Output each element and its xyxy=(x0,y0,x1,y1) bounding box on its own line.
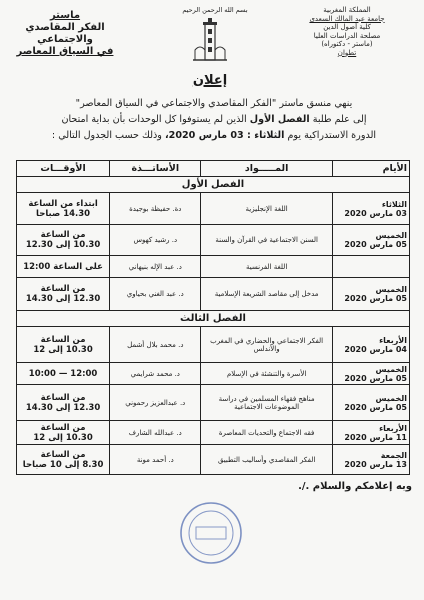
day-cell xyxy=(332,445,409,475)
time-cell xyxy=(17,256,110,278)
professor-cell: د. عبد الإله بنيهاني xyxy=(110,256,201,278)
time-line: من الساعة xyxy=(40,284,86,294)
basmala: بسم الله الرحمن الرحيم xyxy=(182,6,248,14)
subject-cell: مناهج فقهاء المسلمين في دراسة الموضوعات الاجتماعية xyxy=(201,385,332,421)
time-cell xyxy=(17,445,110,475)
day-date: 11 مارس 2020 xyxy=(344,432,407,442)
time-line: من الساعة xyxy=(40,449,86,460)
day-name: الأربعاء xyxy=(379,423,407,433)
time-line: 10.30 إلى 12 xyxy=(33,432,93,443)
institution-line: مصلحة الدراسات العليا xyxy=(313,31,381,40)
time-line: من الساعة xyxy=(40,334,86,345)
intro-paragraph xyxy=(18,96,410,144)
day-cell xyxy=(332,193,409,225)
day-date: 04 مارس 2020 xyxy=(344,344,407,354)
day-cell xyxy=(332,421,409,445)
day-cell xyxy=(332,225,409,256)
time-cell xyxy=(17,225,110,256)
program-line: ماستر xyxy=(49,10,81,21)
day-name: الثلاثاء xyxy=(381,199,407,209)
time-line: 10.30 إلى 12 xyxy=(33,344,93,355)
time-cell xyxy=(17,278,110,311)
table-row xyxy=(17,327,410,363)
time-line: 12.30 إلى 14.30 xyxy=(25,294,101,304)
page-title: إعلان xyxy=(192,73,228,88)
column-header-subject: المـــــواد xyxy=(201,161,332,177)
professor-cell: د. محمد شرايمي xyxy=(110,363,201,385)
mosque-minaret-logo xyxy=(190,16,230,64)
day-date: 13 مارس 2020 xyxy=(344,459,407,469)
table-row xyxy=(17,445,410,475)
table-row xyxy=(17,256,410,278)
time-cell xyxy=(17,421,110,445)
day-name: الأربعاء xyxy=(379,335,407,345)
time-cell xyxy=(17,363,110,385)
professor-cell: د. عبدالعزيز رحموني xyxy=(110,385,201,421)
time-line: من الساعة xyxy=(40,392,86,403)
time-cell xyxy=(17,327,110,363)
day-cell xyxy=(332,327,409,363)
day-name: الخميس xyxy=(375,364,407,374)
table-row xyxy=(17,193,410,225)
subject-cell: السنن الاجتماعية في القرآن والسنة xyxy=(201,225,332,256)
day-cell xyxy=(332,363,409,385)
program-line: الفكر المقاصدي والاجتماعي xyxy=(25,22,105,45)
time-line: 10.30 إلى 12.30 xyxy=(25,240,101,250)
time-line: من الساعة xyxy=(40,422,86,433)
institution-line: جامعة عبد المالك السعدي xyxy=(309,14,385,23)
program-line: في السياق المعاصر xyxy=(16,46,114,57)
day-date: 05 مارس 2020 xyxy=(344,402,407,412)
professor-cell: د. محمد بلال أشمل xyxy=(110,327,201,363)
closing-text: وبه إعلامكم والسلام ./. xyxy=(298,481,412,492)
exam-schedule-table xyxy=(16,160,410,475)
day-cell xyxy=(332,256,409,278)
institution-line: (ماستر - دكتوراه) xyxy=(321,40,373,48)
section-title-row xyxy=(17,177,410,193)
day-date: 05 مارس 2020 xyxy=(344,294,407,303)
program-header xyxy=(10,10,120,58)
professor-cell: د. أحمد مونة xyxy=(110,445,201,475)
subject-cell: الأسرة والتنشئة في الإسلام xyxy=(201,363,332,385)
day-cell xyxy=(332,278,409,311)
intro-line: ينهي منسق ماستر "الفكر المقاصدي والاجتماعي في السياق المعاصر" xyxy=(75,98,353,109)
institution-line: المملكة المغربية xyxy=(323,6,371,14)
column-header-professor: الأساتـــذة xyxy=(110,161,201,177)
day-name: الخميس xyxy=(375,231,407,240)
time-line: على الساعة 12:00 xyxy=(23,261,103,272)
time-line: ابتداء من الساعة xyxy=(28,198,98,209)
institution-header xyxy=(282,6,412,57)
time-cell xyxy=(17,385,110,421)
table-row xyxy=(17,385,410,421)
subject-cell: مدخل إلى مقاصد الشريعة الإسلامية xyxy=(201,278,332,311)
table-header-row xyxy=(17,161,410,177)
institution-line: كلية أصول الدين xyxy=(323,23,371,31)
day-date: 05 مارس 2020 xyxy=(344,240,407,249)
day-cell xyxy=(332,385,409,421)
table-row xyxy=(17,278,410,311)
intro-line: إلى علم طلبة الفصل الأول الذين لم يستوفوا كل الوحدات بأن بداية امتحان xyxy=(61,114,367,125)
professor-cell: دة. حفيظة بوجيدة xyxy=(110,193,201,225)
day-name: الخميس xyxy=(375,285,407,294)
time-line: 14.30 صباحا xyxy=(36,208,91,219)
subject-cell: فقه الاجتماع والتحديات المعاصرة xyxy=(201,421,332,445)
day-name: الجمعة xyxy=(380,450,407,460)
column-header-day: الأيام xyxy=(332,161,409,177)
day-date: 05 مارس 2020 xyxy=(344,373,407,383)
subject-cell: اللغة الإنجليزية xyxy=(201,193,332,225)
subject-cell: الفكر الاجتماعي والحضاري في المغرب والأندلس xyxy=(201,327,332,363)
column-header-time: الأوقـــات xyxy=(17,161,110,177)
professor-cell: د. عبدالله الشارف xyxy=(110,421,201,445)
institution-line: تطوان xyxy=(337,48,357,57)
table-row xyxy=(17,225,410,256)
table-row xyxy=(17,421,410,445)
subject-cell: الفكر المقاصدي وأساليب التطبيق xyxy=(201,445,332,475)
section-title-row xyxy=(17,311,410,327)
day-date: 03 مارس 2020 xyxy=(344,208,407,218)
time-line: 12:00 — 10:00 xyxy=(28,368,98,379)
section-title: الفصل الأول xyxy=(17,177,410,193)
time-line: 8.30 إلى 10 صباحا xyxy=(22,459,104,470)
intro-line: الدورة الاستدراكية يوم الثلاثاء : 03 مارس 2020، وذلك حسب الجدول التالي : xyxy=(51,130,377,141)
official-stamp xyxy=(178,500,244,566)
table-row xyxy=(17,363,410,385)
professor-cell: د. رشيد كهوس xyxy=(110,225,201,256)
time-line: 12.30 إلى 14.30 xyxy=(25,402,101,413)
professor-cell: د. عبد الغني بحياوي xyxy=(110,278,201,311)
time-cell xyxy=(17,193,110,225)
subject-cell: اللغة الفرنسية xyxy=(201,256,332,278)
day-name: الخميس xyxy=(375,393,407,403)
time-line: من الساعة xyxy=(40,230,86,240)
section-title: الفصل الثالث xyxy=(17,311,410,327)
